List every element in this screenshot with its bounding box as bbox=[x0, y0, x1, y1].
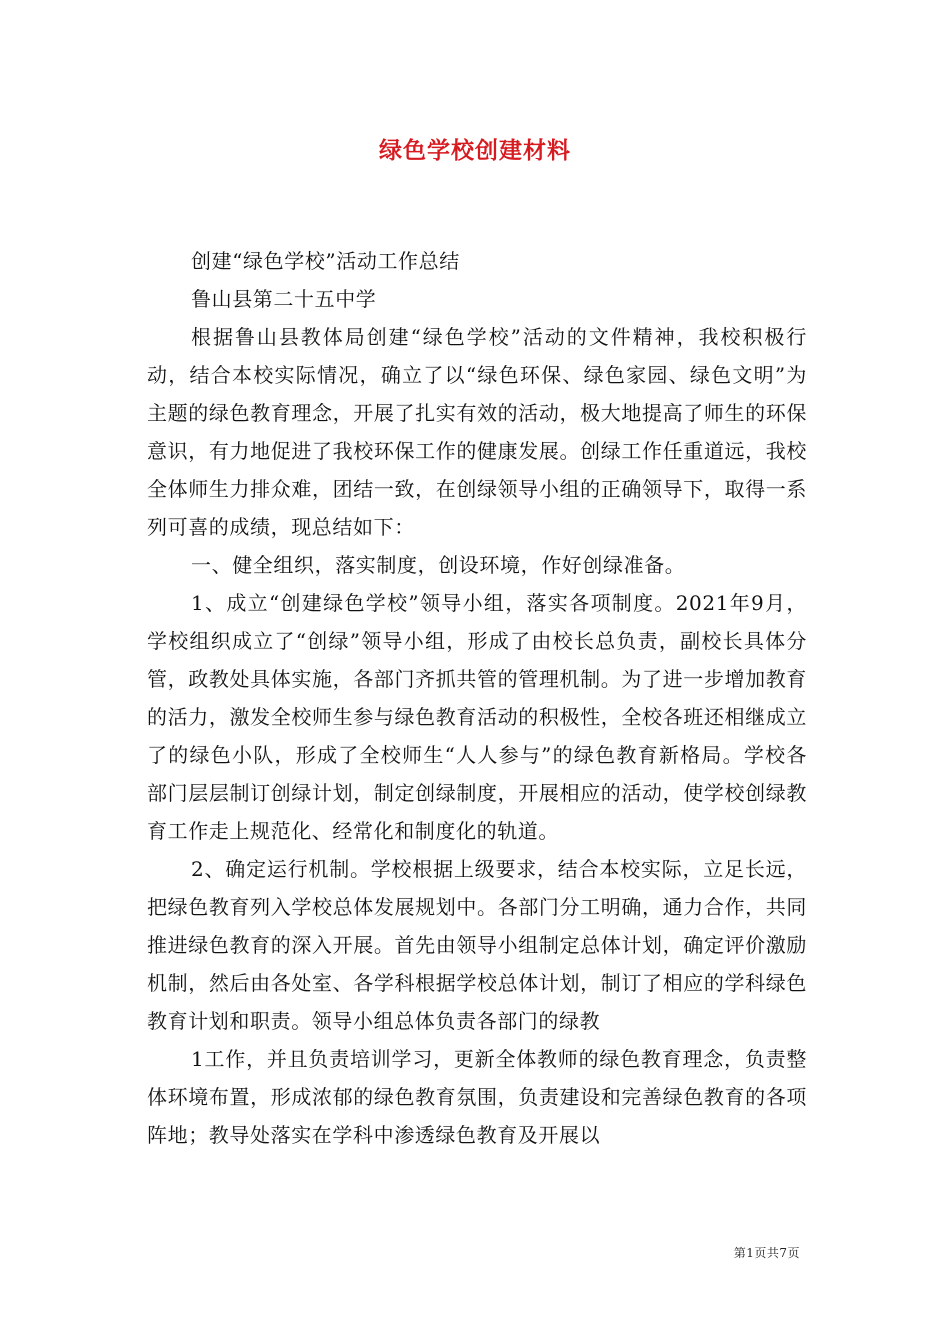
page-number: 第1页共7页 bbox=[733, 1246, 800, 1260]
document-body bbox=[147, 242, 807, 1154]
paragraph-school-name: 鲁山县第二十五中学 bbox=[191, 287, 377, 311]
paragraph-section-heading: 一、健全组织，落实制度，创设环境，作好创绿准备。 bbox=[191, 553, 686, 577]
paragraph-continuation: 1工作，并且负责培训学习，更新全体教师的绿色教育理念，负责整体环境布置，形成浓郁的绿色教育氛围，负责建设和完善绿色教育的各项阵地；教导处落实在学科中渗透绿色教育及开展以 bbox=[147, 1047, 807, 1147]
paragraph-summary-title: 创建“绿色学校”活动工作总结 bbox=[191, 249, 460, 273]
paragraph-item-1: 1、成立“创建绿色学校”领导小组，落实各项制度。2021年9月，学校组织成立了“创绿”领导小组，形成了由校长总负责，副校长具体分管，政教处具体实施，各部门齐抓共管的管理机制。为了进一步增加教育的活力，激发全校师生参与绿色教育活动的积极性，全校各班还相继成立了的绿色小队，形成了全校师生“人人参与”的绿色教育新格局。学校各部门层层制订创绿计划，制定创绿制度，开展相应的活动，使学校创绿教育工作走上规范化、经常化和制度化的轨道。 bbox=[147, 591, 807, 843]
paragraph-intro: 根据鲁山县教体局创建“绿色学校”活动的文件精神，我校积极行动，结合本校实际情况，确立了以“绿色环保、绿色家园、绿色文明”为主题的绿色教育理念，开展了扎实有效的活动，极大地提高了师生的环保意识，有力地促进了我校环保工作的健康发展。创绿工作任重道远，我校全体师生力排众难，团结一致，在创绿领导小组的正确领导下，取得一系列可喜的成绩，现总结如下： bbox=[147, 325, 807, 539]
document-title: 绿色学校创建材料 bbox=[379, 138, 571, 164]
paragraph-item-2: 2、确定运行机制。学校根据上级要求，结合本校实际，立足长远，把绿色教育列入学校总体发展规划中。各部门分工明确，通力合作，共同推进绿色教育的深入开展。首先由领导小组制定总体计划，确定评价激励机制，然后由各处室、各学科根据学校总体计划，制订了相应的学科绿色教育计划和职责。领导小组总体负责各部门的绿教 bbox=[147, 857, 807, 1033]
